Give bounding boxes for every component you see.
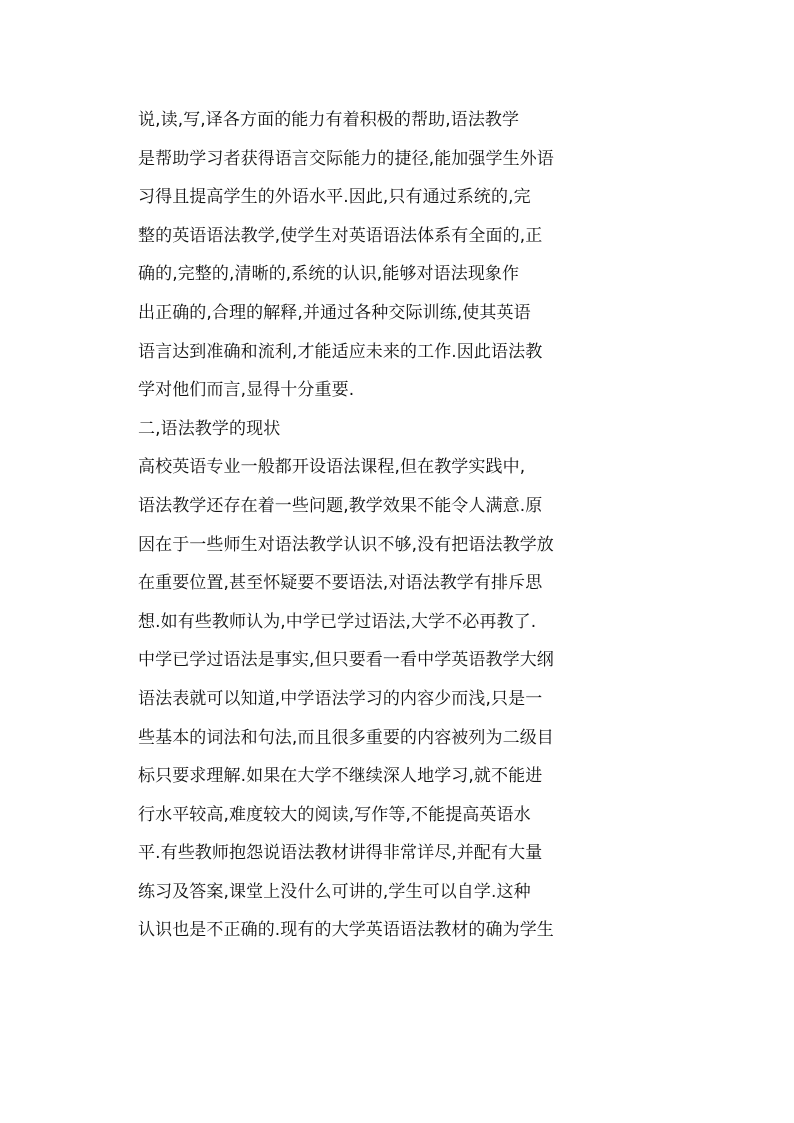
text-line: 行水平较高,难度较大的阅读,写作等,不能提高英语水 bbox=[138, 804, 531, 825]
section-heading: 二,语法教学的现状 bbox=[138, 418, 281, 439]
text-line: 些基本的词法和句法,而且很多重要的内容被列为二级目 bbox=[138, 727, 554, 748]
text-line: 整的英语语法教学,使学生对英语语法体系有全面的,正 bbox=[138, 225, 543, 246]
text-line: 因在于一些师生对语法教学认识不够,没有把语法教学放 bbox=[138, 534, 554, 555]
text-line: 是帮助学习者获得语言交际能力的捷径,能加强学生外语 bbox=[138, 148, 554, 169]
text-line: 在重要位置,甚至怀疑要不要语法,对语法教学有排斥思 bbox=[138, 573, 543, 594]
text-line: 高校英语专业一般都开设语法课程,但在教学实践中, bbox=[138, 457, 526, 478]
text-line: 平.有些教师抱怨说语法教材讲得非常详尽,并配有大量 bbox=[138, 843, 543, 864]
text-line: 语法教学还存在着一些问题,教学效果不能令人满意.原 bbox=[138, 495, 543, 516]
text-line: 认识也是不正确的.现有的大学英语语法教材的确为学生 bbox=[138, 920, 554, 941]
text-line: 习得且提高学生的外语水平.因此,只有通过系统的,完 bbox=[138, 187, 531, 208]
text-line: 出正确的,合理的解释,并通过各种交际训练,使其英语 bbox=[138, 302, 531, 323]
text-line: 说,读,写,译各方面的能力有着积极的帮助,语法教学 bbox=[138, 110, 520, 130]
text-line: 语法表就可以知道,中学语法学习的内容少而浅,只是一 bbox=[138, 688, 543, 709]
text-line: 确的,完整的,清晰的,系统的认识,能够对语法现象作 bbox=[138, 264, 520, 285]
text-line: 中学已学过语法是事实,但只要看一看中学英语教学大纲 bbox=[138, 650, 554, 671]
body-text bbox=[138, 101, 608, 950]
text-line: 想.如有些教师认为,中学已学过语法,大学不必再教了. bbox=[138, 611, 537, 632]
text-line: 学对他们而言,显得十分重要. bbox=[138, 380, 355, 401]
text-line: 练习及答案,课堂上没什么可讲的,学生可以自学.这种 bbox=[138, 881, 531, 902]
text-line: 标只要求理解.如果在大学不继续深人地学习,就不能进 bbox=[138, 766, 543, 787]
text-line: 语言达到准确和流利,才能适应未来的工作.因此语法教 bbox=[138, 341, 543, 362]
